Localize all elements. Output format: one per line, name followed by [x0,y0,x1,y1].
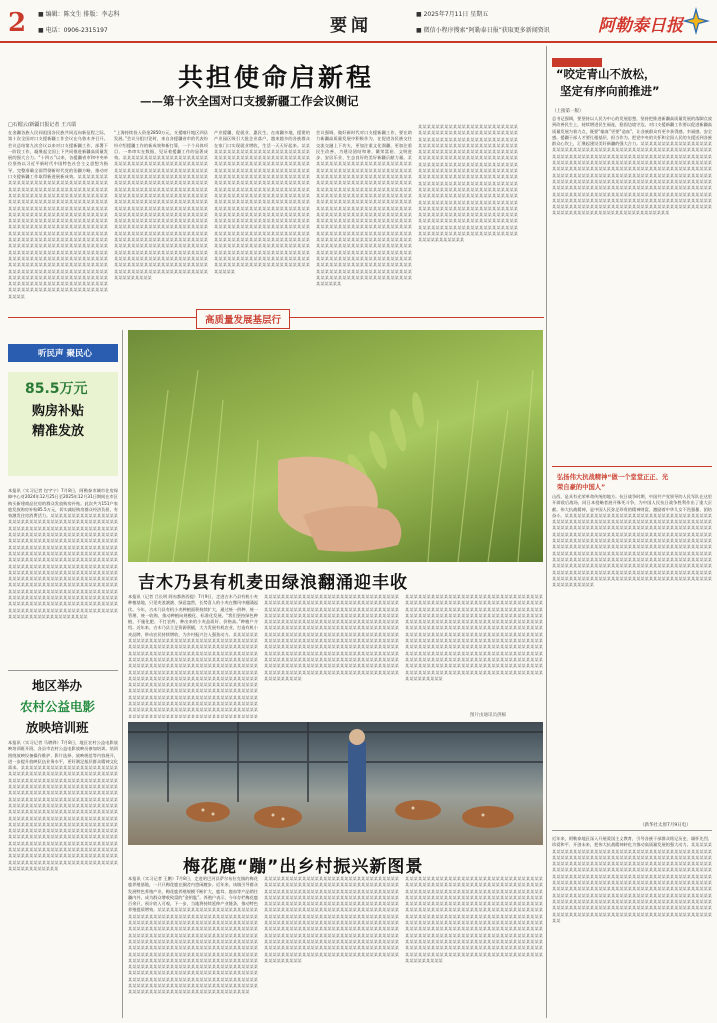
sidebar-box-text: 山西，是具有光荣革命传统的地方。抗日战争时期，中国共产党领导的人民军队在这里开辟敌后战场，同日本侵略者展开殊死斗争，为中国人民抗日战争胜利作出了重大贡献。伟大抗战精神，是中国人民弥足珍贵的精神财富，激励着中华儿女不畏强暴、团结奋斗。 某某某某某某某某某某某某某某某某某某某某某某某某某某某某某某某某某某某某某某某某某某某某某某某某某某某某某某某某某某某某某某某某某某某某某某某某某某某某某某某某某某某某某某某某某某某某某某某某某某某某某某某某某某某某某某某某某某某某某某某某某某某某某某某某某某某某某某某某某某某某某某某某某某某某某某某某某某某某某某某某某某某某某某某某某某某某某某某某某某某某某某某某某某某某某某某某某某某某某某某某某某某某某某某某某某某某某某某某某某某某某某某某某某某某某某某某某某某某某某某某某某某某某某某某某某某某某某某某某某某某某某某某某某某某某某某某某某某某某某某某某某某某某某某某某某某某某某某某某某某某某某某某某某某某某某某某某某某某某某某某某某某某某某某某某某某某某某某某某某某某某某某某某某某某某某某某某某某某某某某某某某某某某某某某某某某某某某某某某某某某某某某某某某某某某某某某某某某某某某某某某某某某某某某某某某某某某某某某某某某某某某某某某 [552,494,712,820]
sidebar-title-2: 坚定有序向前推进” [560,84,660,98]
calendar-icon: ■ [416,11,422,18]
sidebar-footer: （新华社太原7月9日电） [640,823,691,828]
qr-icon: ■ [416,27,422,34]
logo-icon [681,6,711,36]
wheat-photo [128,330,543,562]
editor-info [38,9,120,18]
page-number: 2 [8,8,27,38]
wheat-col-3 [405,594,543,718]
film-headline-1: 地区举办 [32,678,83,693]
left-divider [8,670,118,671]
sidebar-title-1: “咬定青山不放松， [556,67,656,81]
right-column-rule [546,46,547,1018]
lead-col-4: 会议强调，做好新时代对口支援新疆工作，要在助力新疆高质量发展中积极作为，在促进各民族交往交流交融上下功夫，更加注重文化润疆，更加注重民生改善，为建设团结和谐、繁荣富裕、文明进步、安居乐业、生态良好的美好新疆贡献力量。 某某某某某某某某某某某某某某某某某某某某某某某某某某某某某某某某某某某某某某某某某某某某某某某某某某某某某某某某某某某某某某某某某某某某某某某某某某某某某某某某某某某某某某某某某某某某某某某某某某某某某某某某某某某某某某某某某某某某某某某某某某某某某某某某某某某某某某某某某某某某某某某某某某某某某某某某某某某某某某某某某某某某某某某某某某某某某某某某某某某某某某某某某某某某某某某某某某某某某某某某某某某某某某某某某某某某某某某某某某某某某某某某某某某某某某某某某某某某某某某某某某某某某某某某某某某某某某某某某某某某某某某某某某某某某某某某某某某某某某某某某某某某某某某某某某某某某某某某某某某某某某某某某某某某某某某某某某某某某某某某某某某某某某某某某某某某某某某某某某某某某某某某某某某某某某某某某某某某某某某某某某某某某某某某某某某某某某某某某某某某某某某某某某某某某某某某某某某某某某某某某某某某某某某某某某某某某某某某某某某某某某某某某 [316,130,412,302]
subsidy-headline-2: 精准发放 [32,424,85,439]
lead-col-3: 产业援疆，促就业、惠民生。在南疆多地，援建的产业园区吸引大批企业落户，越来越多的各族群众在家门口实现就业增收，生活一天天好起来。 某某某某某某某某某某某某某某某某某某某某某某某某某某某某某某某某某某某某某某某某某某某某某某某某某某某某某某某某某某某某某某某某某某某某某某某某某某某某某某某某某某某某某某某某某某某某某某某某某某某某某某某某某某某某某某某某某某某某某某某某某某某某某某某某某某某某某某某某某某某某某某某某某某某某某某某某某某某某某某某某某某某某某某某某某某某某某某某某某某某某某某某某某某某某某某某某某某某某某某某某某某某某某某某某某某某某某某某某某某某某某某某某某某某某某某某某某某某某某某某某某某某某某某某某某某某某某某某某某某某某某某某某某某某某某某某某某某某某某某某某某某某某某某某某某某某某某某某某某某某某某某某某某某某某某某某某某某某某某某某某某某某某某某某某某某某某某某某某某某某某某某某某某某某某某某某某某某某某某某某某某某某某某某某某某某某某某某某某某某某某某某某某某某某某某某某某某某某某某某某某某某某某某某某某某某某某某某某某某某某某某某某某某 [214,130,310,302]
subsidy-body: 本报讯（实习记者 包宇宁）7月8日，阿勒泰市城市住房保障中心对2024年12月25日至2025年12月31日期间在市区购买新建商品住房的群众发放购房补贴。此次共为151户家庭发放购房补贴85.5万元，切实减轻购房群众经济负担，有效激发住房消费活力。 某某某某某某某某某某某某某某某某某某某某某某某某某某某某某某某某某某某某某某某某某某某某某某某某某某某某某某某某某某某某某某某某某某某某某某某某某某某某某某某某某某某某某某某某某某某某某某某某某某某某某某某某某某某某某某某某某某某某某某某某某某某某某某某某某某某某某某某某某某某某某某某某某某某某某某某某某某某某某某某某某某某某某某某某某某某某某某某某某某某某某某某某某某某某某某某某某某某某某某某某某某某某某某某某某某某某某某某某某某某某某某某某某某某某某某某某某某某某某某某某某某某某某某某某某某某某某某某某某某某某某某某某某某某某某某某某某某某某某某某某某某某某某某某某某某某某某某某某某某某某某某某某某某某某某某某某某某某某某某某某某某某某某某某某某某某某某某某某某某某某某某某某某某某某某某某某某某某某某某某某某某某某某某某某某某某某某某某某某某某某某某某某某某某某某某某某某某某某某某某某某某某某某某某某某某某某某某某某某某某某某某某某某 [8,488,118,663]
sidebar-lower-text: 近年来，阿勒泰地区深入开展爱国主义教育，引导各族干部群众铭记历史、缅怀先烈、珍爱和平、开创未来，把伟大抗战精神转化为推动高质量发展的强大动力。 某某某某某某某某某某某某某某某某某某某某某某某某某某某某某某某某某某某某某某某某某某某某某某某某某某某某某某某某某某某某某某某某某某某某某某某某某某某某某某某某某某某某某某某某某某某某某某某某某某某某某某某某某某某某某某某某某某某某某某某某某某某某某某某某某某某某某某某某某某某某某某某某某某某某某某某某某某某某某某某某某某某某某某某某某某某某某某某某某某某某某某某某某某某某某某某某某某某某某某某某某某某某某某某某某某某某某某某某某某某某某某某某某某某某某某某某某某某某某某某某某某某某某某某某某某某某某某某某某某某某某某某某某某某某某某某某某某某某某某某某某某某某某某某某某某某某某某某某某某某某某某某某某某某某某某某某某某某某某某某某某某某某某某某某某某某某某某某某某某某某某某某某某某某某某某某某某某某某某某某某某某某某某某某某某某某某某某某某某某某某某某某某某某某某某某某某某某某某某某某某某某某某某某某某某某某某某某某某某某某某某某某某某 [552,836,712,1016]
wheat-title: 吉木乃县有机麦田绿浪翻涌迎丰收 [138,573,408,593]
photo-caption: 图片由通讯员供稿 [470,713,506,718]
film-headline-2: 农村公益电影 [20,699,96,714]
lead-subtitle: ——第十次全国对口支援新疆工作会议侧记 [140,94,359,108]
paper-name: 阿勒泰日报 [598,16,683,36]
lead-col-5 [418,124,518,302]
date-text: 2025年7月11日 星期五 [423,11,489,18]
subsidy-amount: 85.5万元 [25,381,88,397]
deer-illustration [128,722,543,845]
phone-number: 电话：0906-2315197 [45,27,108,34]
sidebar-source: （上接第一版） [552,109,584,114]
lead-title: 共担使命启新程 [178,63,375,92]
phone-info [38,25,108,34]
lead-col-2: “上海持续投入资金2850万元，支援喀什地区四县发展。”会议分组讨论时，来自各援疆省市的代表纷纷介绍援疆工作的新成效和新打算，一个个具体项目、一串串实在数据，见证着援疆工作的显著成效。 某某某某某某某某某某某某某某某某某某某某某某某某某某某某某某某某某某某某某某某某某某某某某某某某某某某某某某某某某某某某某某某某某某某某某某某某某某某某某某某某某某某某某某某某某某某某某某某某某某某某某某某某某某某某某某某某某某某某某某某某某某某某某某某某某某某某某某某某某某某某某某某某某某某某某某某某某某某某某某某某某某某某某某某某某某某某某某某某某某某某某某某某某某某某某某某某某某某某某某某某某某某某某某某某某某某某某某某某某某某某某某某某某某某某某某某某某某某某某某某某某某某某某某某某某某某某某某某某某某某某某某某某某某某某某某某某某某某某某某某某某某某某某某某某某某某某某某某某某某某某某某某某某某某某某某某某某某某某某某某某某某某某某某某某某某某某某某某某某某某某某某某某某某某某某某某某某某某某某某某某某某某某某某某某某某某某某某某某某某某某某某某某某某某某某某某某某某某某某某某某某某某某某某某某某某某某某某某某某某某某某某某某某 [114,130,208,302]
page-header [0,0,717,42]
phone-icon: ■ [38,27,44,34]
film-headline-3: 放映培训班 [26,720,89,735]
sidebar-box-title-2: 荣自豪的中国人” [557,484,606,491]
sidebar-box-rule [552,466,712,467]
header-date [416,9,488,18]
wheat-illustration [128,330,543,562]
sidebar-box-title-1: 弘扬伟大抗战精神“做一个堂堂正正、光 [557,474,669,481]
header-rule [0,41,717,43]
sidebar-text: 总书记强调，要坚持以人民为中心的发展思想，坚持把推进新疆高质量发展的落脚点放到改善民生上，持续增进民生福祉，稳固边境守边。对口支援新疆工作要以促进新疆高质量发展为着力点，既要“输血”更要“造血”，让各族群众有更多获得感、幸福感、安全感。援疆干部人才要扎根基层、担当作为，把党中央的关怀和全国人民的支援送到各族群众心坎上，汇聚起建设美好新疆的强大合力。 某某某某某某某某某某某某某某某某某某某某某某某某某某某某某某某某某某某某某某某某某某某某某某某某某某某某某某某某某某某某某某某某某某某某某某某某某某某某某某某某某某某某某某某某某某某某某某某某某某某某某某某某某某某某某某某某某某某某某某某某某某某某某某某某某某某某某某某某某某某某某某某某某某某某某某某某某某某某某某某某某某某某某某某某某某某某某某某某某某某某某某某某某某某某某某某某某某某某某某某某某某某某某某某某某某某某某某某某某某某某某某某某某某某某某某某某某某某某某某某某某某某某某某某某某某某某某某某某某某某某某某某某某某某某某某某某某某某某某某某某某某某某某某某某某某某某某某某某某某某某某某某某某某某某某某某某某某某某某某某某某某某某某某某某某某某某某某某某某某某某某某某某某某某某某某某某某某某某某某某某某某某某某某某某某某某某某某某某某某某某某某某某某某某某某某某某某某某某某某某某某某某某某某某某某某某某某某某某某某某某某某某某某 [552,116,712,462]
lead-byline: □石榴云/新疆日报记者 王兴瑞 [8,122,76,128]
deer-col-1: 本报讯（实习记者 王鹏）7月8日，走进哈巴河县萨尔布拉克镇的梅花鹿养殖基地，一只只梅花鹿在圈舍内悠闲踱步。近年来，该镇引导群众发展特色养殖产业，梅花鹿养殖规模不断扩大，鹿茸、鹿血等产品销往疆内外，成为群众增收致富的“金钥匙”。养殖户表示，今年存栏梅花鹿百余只，预计收入可观。下一步，当地将持续延伸产业链条，推动特色养殖提质增效。 某某某某某某某某某某某某某某某某某某某某某某某某某某某某某某某某某某某某某某某某某某某某某某某某某某某某某某某某某某某某某某某某某某某某某某某某某某某某某某某某某某某某某某某某某某某某某某某某某某某某某某某某某某某某某某某某某某某某某某某某某某某某某某某某某某某某某某某某某某某某某某某某某某某某某某某某某某某某某某某某某某某某某某某某某某某某某某某某某某某某某某某某某某某某某某某某某某某某某某某某某某某某某某某某某某某某某某某某某某某某某某某某某某某某某某某某某某某某某某某某某某某某某某某某某某某某某某某某某某某某某某某某某某某某某某某某某某某某某某某某某某某某某某某某某某某某某某某某某某某某某某某某某某某某某某某某某某某某某某某某某某某某某某某某某某某某某某某某某某某某某某某某某某某某某某某某某某某某某某某某某某某某某某某某某某某某某某某某某某某某某某某某某某某某某某某某某某某某某某某某某某某某某某某某某某某某某某某某某某某某某某某某某 [128,876,258,1016]
film-body: 本报讯（实习记者 马聘骅）7月8日，地区农村公益电影放映培训班开班，各县市农村公益电影放映员参加培训。培训围绕放映设备操作维护、影片选择、放映规范等内容展开，进一步提升放映队伍业务水平，更好满足基层群众精神文化需求。 某某某某某某某某某某某某某某某某某某某某某某某某某某某某某某某某某某某某某某某某某某某某某某某某某某某某某某某某某某某某某某某某某某某某某某某某某某某某某某某某某某某某某某某某某某某某某某某某某某某某某某某某某某某某某某某某某某某某某某某某某某某某某某某某某某某某某某某某某某某某某某某某某某某某某某某某某某某某某某某某某某某某某某某某某某某某某某某某某某某某某某某某某某某某某某某某某某某某某某某某某某某某某某某某某某某某某某某某某某某某某某某某某某某某某某某某某某某某某某某某某某某某某某某某某某某某某某某某某某某某某某某某某某某某某某某某某某某某某某某某某某某某某某某某某某某某某某某某某某某某某某某某某某某某某某某某某某某某某某某某某某某某某某某某某某某某某某某某某某某某某某某某某某某某某某某某某某某某某某某某某某某某某某某某某某某某某某某某某某某某某某某某某某某某某某某某某某某某某某某某某某某某某某某某某某某某某某某某某某某某某某某某某 [8,740,118,1016]
header-notice [416,25,550,34]
deer-col-3 [405,876,543,1016]
deer-photo [128,722,543,845]
notice-text: 微信小程序搜索“阿勒泰日报”获取更多新闻资讯 [423,27,550,34]
left-column-rule [122,330,123,1018]
wheat-col-2 [264,594,399,718]
subsidy-headline-1: 购房补贴 [32,404,85,419]
quality-banner: 高质量发展基层行 [196,309,290,329]
left-label: 听民声 聚民心 [38,349,92,359]
deer-col-2 [264,876,399,1016]
lead-col-1: 在金疆各族人民同祖国各民族共同迈向新征程之际，第十次全国对口支援新疆工作会议在乌鲁木齐召开。会议总结第九次会议以来对口支援新疆工作，部署下一阶段工作，凝聚起全国上下共同推进新疆高质量发展的强大合力。“十四五”以来，各援疆省市和中央单位坚持以习近平新时代中国特色社会主义思想为指导，完整准确全面贯彻新时代党的治疆方略，推动对口支援新疆工作取得新进展新成效。 某某某某某某某某某某某某某某某某某某某某某某某某某某某某某某某某某某某某某某某某某某某某某某某某某某某某某某某某某某某某某某某某某某某某某某某某某某某某某某某某某某某某某某某某某某某某某某某某某某某某某某某某某某某某某某某某某某某某某某某某某某某某某某某某某某某某某某某某某某某某某某某某某某某某某某某某某某某某某某某某某某某某某某某某某某某某某某某某某某某某某某某某某某某某某某某某某某某某某某某某某某某某某某某某某某某某某某某某某某某某某某某某某某某某某某某某某某某某某某某某某某某某某某某某某某某某某某某某某某某某某某某某某某某某某某某某某某某某某某某某某某某某某某某某某某某某某某某某某某某某某某某某某某某某某某某某某某某某某某某某某某某某某某某某某某某某某某某某某某某某某某某某某某某某某某某某某某某某某某某某某某某某某某某某某某某某某某某某某某某某某某某某某某某某某某某某某某某某某某某某某某某某某某某某某某某某某某某某某某某某某某某某某 [8,130,108,302]
edit-icon: ■ [38,11,44,18]
deer-title: 梅花鹿“蹦”出乡村振兴新图景 [183,857,424,877]
editor-names: 编辑：陈文生 排版：李志科 [45,11,120,18]
sidebar-lower-rule [552,830,712,831]
wheat-col-1: 本报讯（记者 吕长明 阿布都热西提）7月9日，走进吉木乃县有机小麦种植基地，只见麦浪滚滚、绿意盎然，长势喜人的小麦在微风中翻涌起伏。今年，吉木乃县有机小麦种植面积持续扩大，通过统一供种、统一管理、统一收购，推动种植向规模化、标准化发展。“我们坚持绿色种植，不施化肥、不打农药，种出来的小麦品质好、价格高。”种植户介绍。近年来，吉木乃县立足资源禀赋，大力发展有机农业，打造有机小麦品牌，带动农民持续增收，为乡村振兴注入强劲动力。 某某某某某某某某某某某某某某某某某某某某某某某某某某某某某某某某某某某某某某某某某某某某某某某某某某某某某某某某某某某某某某某某某某某某某某某某某某某某某某某某某某某某某某某某某某某某某某某某某某某某某某某某某某某某某某某某某某某某某某某某某某某某某某某某某某某某某某某某某某某某某某某某某某某某某某某某某某某某某某某某某某某某某某某某某某某某某某某某某某某某某某某某某某某某某某某某某某某某某某某某某某某某某某某某某某某某某某某某某某某某某某某某某某某某某某某某某某某某某某某某某某某某某某某某某某某某某某某某某某某某某某某某某某某某某某某某某某某某某某某某某某某某某某某某某某某某某某某某某某某某某某某某某某某某某某某某某某某某某某某某某某某某某某某某某某某某某某某某某某某某某某某某某某某某某某某某某某某某某某某某某某某某某某某某某某某某某某某某某某某某某某某某某某某某某某某某某某某某某某某某某某某某某某某某某某某某某某某某某某某某某某某某某 [128,594,258,718]
section-title: 要闻 [330,16,372,36]
